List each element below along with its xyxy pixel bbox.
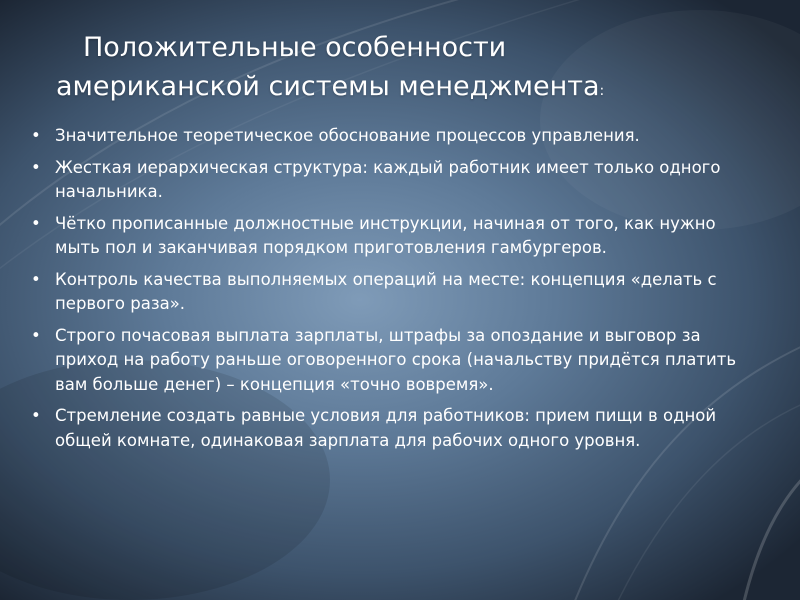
bullet-dot-icon: •: [31, 157, 41, 177]
bullet-item: [28, 268, 748, 317]
title-line-2: [56, 67, 756, 111]
bullet-dot-icon: •: [31, 406, 41, 425]
bullet-text: Контроль качества выполняемых операций на месте: концепция «делать с первого раза».: [55, 269, 717, 313]
bullet-dot-icon: •: [31, 213, 41, 233]
bullet-dot-icon: •: [31, 325, 41, 345]
bullet-list: [28, 124, 748, 460]
slide-title: [56, 28, 756, 111]
bullet-text: Значительное теоретическое обоснование процессов управления.: [55, 126, 640, 145]
bullet-item: [28, 324, 748, 398]
bullet-item: [28, 404, 748, 453]
bullet-item: [28, 156, 748, 205]
title-colon: :: [599, 83, 605, 99]
bullet-text: Строго почасовая выплата зарплаты, штрафы за опоздание и выговор за приход на работу раньше оговоренного срока (начальству придётся платить вам больше денег) – концепция «точно вовремя».: [55, 325, 737, 394]
bullet-text: Стремление создать равные условия для работников: прием пищи в одной общей комнате, одинаковая зарплата для рабочих одного уровня.: [55, 406, 717, 450]
bullet-text: Жесткая иерархическая структура: каждый работник имеет только одного начальника.: [55, 157, 721, 201]
bullet-item: [28, 124, 748, 149]
bullet-dot-icon: •: [31, 269, 41, 289]
bullet-item: [28, 212, 748, 261]
bullet-dot-icon: •: [31, 126, 41, 145]
bullet-text: Чётко прописанные должностные инструкции, начиная от того, как нужно мыть пол и заканчивая порядком приготовления гамбургеров.: [55, 213, 716, 257]
title-line-2-text: американской системы менеджмента: [56, 71, 600, 102]
title-line-1: Положительные особенности: [83, 32, 507, 63]
